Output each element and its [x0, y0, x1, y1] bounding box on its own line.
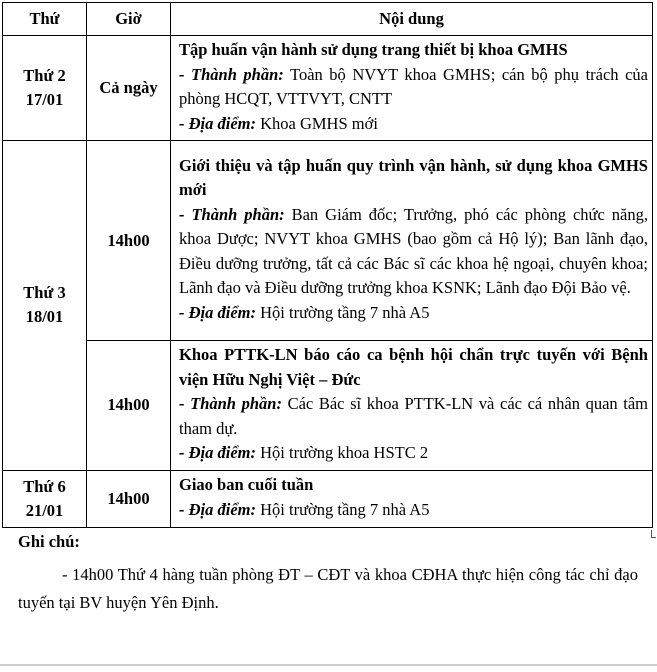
location-text: Hội trường khoa HSTC 2 [255, 443, 429, 462]
event-title: Khoa PTTK-LN báo cáo ca bệnh hội chẩn trực tuyến với Bệnh viện Hữu Nghị Việt – Đức [179, 345, 648, 389]
location-label: - Địa điểm: [179, 499, 256, 519]
participants-label: - Thành phần: [179, 394, 282, 413]
table-row [3, 341, 653, 471]
day-name: Thứ 3 [23, 283, 66, 303]
participants-line [179, 203, 648, 301]
event-title: Tập huấn vận hành sử dụng trang thiết bị khoa GMHS [179, 40, 568, 59]
time-cell: 14h00 [87, 470, 171, 527]
note-text: - 14h00 Thứ 4 hàng tuần phòng ĐT – CĐT và khoa CĐHA thực hiện công tác chỉ đạo tuyến tại BV huyện Yên Định. [18, 565, 638, 612]
time-cell: Cả ngày [87, 36, 171, 141]
day-date: 21/01 [25, 500, 64, 520]
content-cell [171, 36, 653, 141]
participants-line [179, 63, 648, 112]
location-line [179, 441, 648, 466]
content-cell [171, 341, 653, 471]
participants-line [179, 392, 648, 441]
event-title: Giao ban cuối tuần [179, 475, 314, 494]
location-line [179, 112, 648, 137]
location-text: Hội trường tầng 7 nhà A5 [255, 499, 430, 519]
content-cell [171, 141, 653, 341]
time-cell: 14h00 [87, 141, 171, 341]
note-title: Ghi chú: [18, 532, 80, 551]
day-cell [3, 470, 87, 527]
table-row [3, 141, 653, 341]
schedule-table [2, 2, 653, 528]
participants-label: - Thành phần: [179, 204, 285, 224]
day-cell [3, 141, 87, 471]
table-row [3, 470, 653, 527]
corner-mark [651, 530, 656, 538]
day-date: 18/01 [25, 307, 64, 327]
content-cell [171, 470, 653, 527]
participants-text: Toàn bộ NVYT khoa GMHS; cán bộ phụ trách của phòng HCQT, VTTVYT, CNTT [179, 64, 648, 108]
location-line [179, 301, 648, 326]
participants-text: Các Bác sĩ khoa PTTK-LN và các cá nhân quan tâm tham dự. [179, 394, 649, 438]
location-label: - Địa điểm: [179, 443, 256, 462]
header-day: Thứ [3, 3, 87, 36]
header-row [3, 3, 653, 36]
participants-text: Ban Giám đốc; Trưởng, phó các phòng chức năng, khoa Dược; NVYT khoa GMHS (bao gồm cả Hộ lý); Ban lãnh đạo, Điều dưỡng trưởng, tất cả các Bác sĩ các khoa hệ ngoại, chuyên khoa; Lãnh đạo và Điều dưỡng trưởng khoa KSNK; Lãnh đạo Đội Bảo vệ. [179, 204, 648, 298]
participants-label: - Thành phần: [179, 64, 284, 84]
time-cell: 14h00 [87, 341, 171, 471]
day-name: Thứ 6 [23, 476, 66, 496]
day-date: 17/01 [25, 90, 64, 109]
location-label: - Địa điểm: [179, 302, 256, 322]
table-row [3, 36, 653, 141]
header-content: Nội dung [171, 3, 653, 36]
day-cell [3, 36, 87, 141]
location-text: Khoa GMHS mới [255, 113, 378, 133]
header-time: Giờ [87, 3, 171, 36]
event-title: Giới thiệu và tập huấn quy trình vận hành, sử dụng khoa GMHS mới [179, 155, 648, 200]
divider [0, 664, 657, 666]
location-label: - Địa điểm: [179, 113, 256, 133]
location-text: Hội trường tầng 7 nhà A5 [255, 302, 430, 322]
day-name: Thứ 2 [23, 66, 66, 85]
location-line [179, 498, 648, 523]
